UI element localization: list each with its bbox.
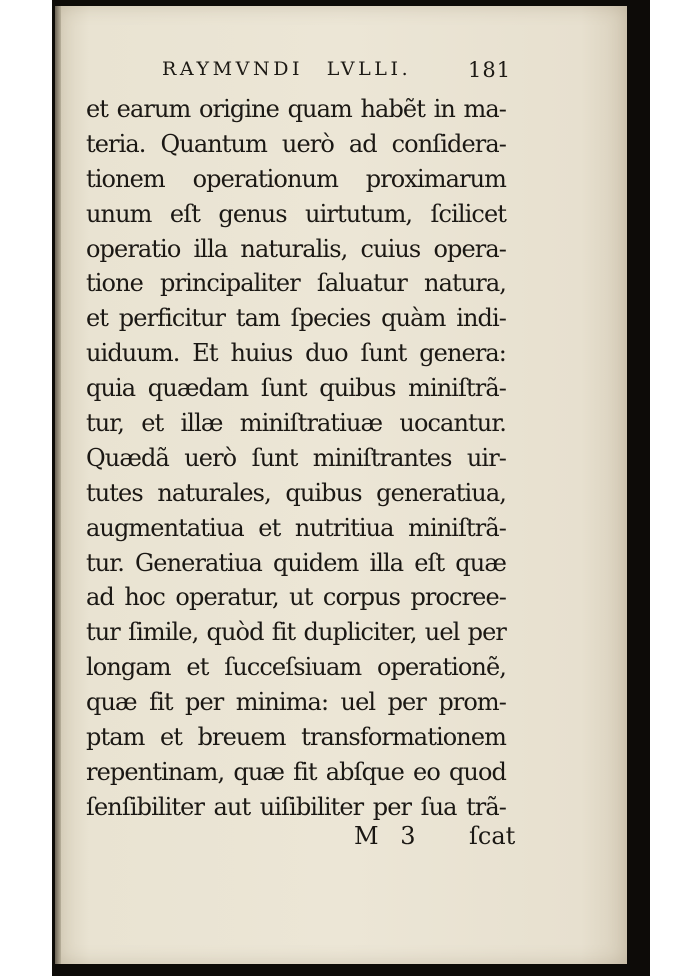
text-line: et perficitur tam ſpecies quàm indi- (86, 304, 506, 333)
page-header (0, 58, 690, 84)
signature-mark: M 3 (354, 822, 416, 850)
text-line: ptam et breuem transformationem (86, 723, 506, 752)
text-line: ſenſibiliter aut uiſibiliter per ſua trã- (86, 792, 506, 821)
text-line: uiduum. Et huius duo ſunt genera: (86, 339, 506, 368)
text-line: tutes naturales, quibus generatiua, (86, 478, 506, 507)
text-line: unum eſt genus uirtutum, ſcilicet (86, 199, 506, 228)
text-line: tur, et illæ miniſtratiuæ uocantur. (86, 409, 506, 438)
running-head: RAYMVNDI LVLLI. (162, 58, 412, 80)
text-line: augmentatiua et nutritiua miniſtrã- (86, 513, 506, 542)
text-line: tur. Generatiua quidem illa eſt quæ (86, 548, 506, 577)
page-footer (0, 822, 690, 856)
text-line: quia quædam ſunt quibus miniſtrã- (86, 374, 506, 403)
text-line: et earum origine quam habẽt in ma- (86, 95, 506, 123)
catchword: ſcat (469, 822, 516, 850)
text-line: tionem operationum proximarum (86, 164, 506, 193)
text-line: ad hoc operatur, ut corpus procree- (86, 583, 506, 612)
text-line: tione principaliter ſaluatur natura, (86, 269, 506, 298)
page-number: 181 (468, 58, 512, 82)
text-line: teria. Quantum uerò ad conſidera- (86, 129, 506, 158)
page-gutter-shadow (55, 6, 61, 964)
text-line: Quædã uerò ſunt miniſtrantes uir- (86, 443, 506, 472)
text-line: longam et ſucceſsiuam operationẽ, (86, 653, 506, 682)
text-line: quæ fit per minima: uel per prom- (86, 688, 506, 717)
text-line: repentinam, quæ fit abſque eo quod (86, 757, 506, 786)
text-line: tur ſimile, quòd fit dupliciter, uel per (86, 618, 506, 647)
text-line: operatio illa naturalis, cuius opera- (86, 234, 506, 263)
body-text (86, 92, 506, 825)
